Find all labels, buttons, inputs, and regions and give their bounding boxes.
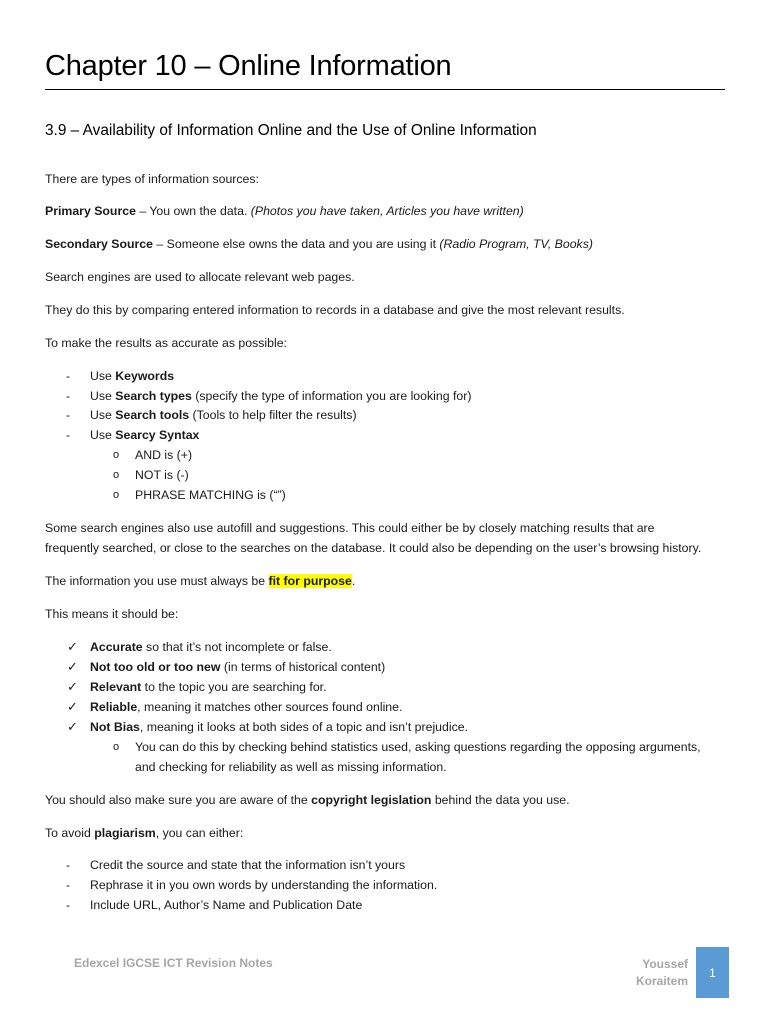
- check-rest: so that it’s not incomplete or false.: [142, 640, 332, 654]
- fit-highlight: fit for purpose: [268, 574, 352, 588]
- footer-author: [636, 956, 688, 990]
- check-bold: Relevant: [90, 680, 142, 694]
- tip-rest: (specify the type of information you are looking for): [191, 389, 472, 403]
- plag-bold: plagiarism: [94, 826, 156, 840]
- copyright-line: [45, 790, 570, 810]
- author-last-name: Koraitem: [635, 974, 688, 988]
- page-number: 1: [696, 947, 729, 998]
- page-title: Chapter 10 – Online Information: [45, 50, 452, 82]
- primary-source-label: Primary Source: [45, 204, 136, 218]
- check-bold: Accurate: [90, 640, 143, 654]
- tip-rest: (Tools to help filter the results): [189, 408, 357, 422]
- secondary-source-label: Secondary Source: [45, 237, 153, 251]
- check-rest: , meaning it looks at both sides of a topic and isn’t prejudice.: [139, 720, 468, 734]
- checkmark-icon: ✓: [67, 639, 78, 654]
- tip-keyword: Keywords: [115, 369, 175, 383]
- plag-suffix: , you can either:: [155, 826, 244, 840]
- intro-text: There are types of information sources:: [45, 172, 259, 186]
- comparing-text: They do this by comparing entered information to records in a database and give the most relevant results.: [45, 303, 625, 317]
- means-text: This means it should be:: [45, 607, 179, 621]
- plag-prefix: To avoid: [45, 826, 95, 840]
- tip-keyword: Search tools: [115, 408, 190, 422]
- fit-prefix: The information you use must always be: [45, 574, 269, 588]
- fit-for-purpose-line: [45, 571, 355, 591]
- syntax-text: NOT is (-): [135, 468, 189, 482]
- tip-keyword: Search types: [115, 389, 192, 403]
- tip-prefix: Use: [90, 369, 116, 383]
- tip-keyword: Searcy Syntax: [115, 428, 200, 442]
- dash-bullet: -: [66, 898, 71, 912]
- copyright-suffix: behind the data you use.: [431, 793, 570, 807]
- autofill-text-2: frequently searched, or close to the searches on the database. It could also be depending on the user’s browsing history.: [45, 541, 702, 555]
- avoid-text: Rephrase it in you own words by understanding the information.: [90, 878, 438, 892]
- search-engines-text: Search engines are used to allocate relevant web pages.: [45, 270, 355, 284]
- circle-bullet: o: [113, 489, 120, 501]
- title-underline: [45, 89, 725, 90]
- secondary-source-text: – Someone else owns the data and you are using it: [152, 237, 440, 251]
- author-first-name: Youssef: [642, 957, 688, 971]
- copyright-prefix: You should also make sure you are aware of the: [45, 793, 312, 807]
- primary-source-text: – You own the data.: [135, 204, 251, 218]
- dash-bullet: -: [66, 389, 71, 403]
- circle-bullet: o: [113, 741, 120, 753]
- dash-bullet: -: [66, 369, 71, 383]
- tip-prefix: Use: [90, 408, 116, 422]
- circle-bullet: o: [113, 449, 120, 461]
- secondary-source-line: [45, 234, 593, 254]
- primary-source-line: [45, 201, 524, 221]
- section-heading: 3.9 – Availability of Information Online and the Use of Online Information: [45, 122, 537, 139]
- avoid-text: Include URL, Author’s Name and Publication Date: [90, 898, 363, 912]
- plagiarism-line: [45, 823, 243, 843]
- checkmark-icon: ✓: [67, 719, 78, 734]
- check-rest: (in terms of historical content): [220, 660, 386, 674]
- tip-prefix: Use: [90, 428, 116, 442]
- secondary-source-example: (Radio Program, TV, Books): [439, 237, 593, 251]
- circle-bullet: o: [113, 469, 120, 481]
- copyright-bold: copyright legislation: [311, 793, 432, 807]
- syntax-text: PHRASE MATCHING is (“”): [135, 488, 286, 502]
- dash-bullet: -: [66, 858, 71, 872]
- bias-sub-text-2: and checking for reliability as well as missing information.: [135, 760, 447, 774]
- primary-source-example: (Photos you have taken, Articles you have written): [250, 204, 524, 218]
- check-rest: , meaning it matches other sources found online.: [137, 700, 403, 714]
- syntax-text: AND is (+): [135, 448, 193, 462]
- autofill-text-1: Some search engines also use autofill and suggestions. This could either be by closely matching results that are: [45, 521, 655, 535]
- footer-title: Edexcel IGCSE ICT Revision Notes: [74, 956, 273, 970]
- avoid-text: Credit the source and state that the information isn’t yours: [90, 858, 406, 872]
- check-bold: Not Bias: [90, 720, 140, 734]
- accurate-intro-text: To make the results as accurate as possible:: [45, 336, 287, 350]
- checkmark-icon: ✓: [67, 699, 78, 714]
- dash-bullet: -: [66, 878, 71, 892]
- checkmark-icon: ✓: [67, 659, 78, 674]
- check-bold: Reliable: [90, 700, 138, 714]
- dash-bullet: -: [66, 408, 71, 422]
- bias-sub-text-1: You can do this by checking behind statistics used, asking questions regarding the opposing arguments,: [135, 740, 701, 754]
- dash-bullet: -: [66, 428, 71, 442]
- tip-prefix: Use: [90, 389, 116, 403]
- check-bold: Not too old or too new: [90, 660, 221, 674]
- check-rest: to the topic you are searching for.: [141, 680, 327, 694]
- fit-suffix: .: [351, 574, 356, 588]
- checkmark-icon: ✓: [67, 679, 78, 694]
